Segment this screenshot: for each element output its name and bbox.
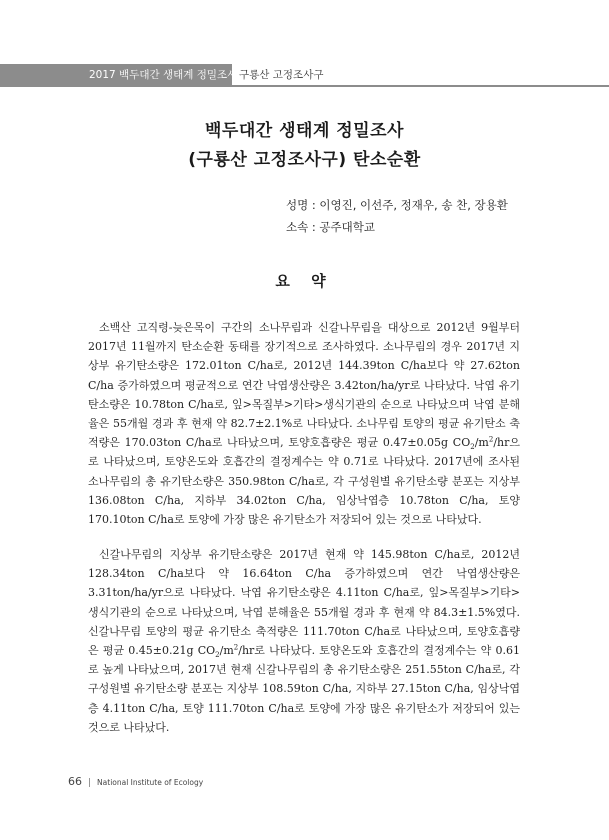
- authors-line: 성명 : 이영진, 이선주, 정재우, 송 찬, 장용환: [286, 198, 508, 212]
- authors-label: 성명: [286, 198, 309, 212]
- p1-text-c: /hr으로 나타났으며, 토양온도와 호흡간의 결정계수는 약 0.71로 나타났다. 2017년에 조사된 소나무림의 총 유기탄소량은 350.98ton C/ha로, 각 구성원별 유기탄소량 분포는 지상부 136.08ton C/ha, 지하부 34.02ton C/ha, 임상낙엽층 10.78ton C/ha, 토양 170.10ton C/ha로 토양에 가장 많은 유기탄소가 저장되어 있는 것으로 나타났다.: [88, 436, 520, 527]
- page-footer: [68, 770, 203, 789]
- summary-paragraph-2: [88, 545, 520, 737]
- p2-subscript: 2: [215, 651, 220, 660]
- p2-text-b: /m: [219, 644, 234, 658]
- page-title-line1: 백두대간 생태계 정밀조사: [205, 121, 404, 141]
- running-header: [0, 64, 609, 87]
- p1-superscript: 2: [488, 435, 494, 444]
- page-title-line2: (구룡산 고정조사구) 탄소순환: [188, 150, 421, 170]
- p1-text-b: /m: [474, 436, 489, 450]
- page-number: 66: [68, 775, 82, 788]
- affiliation-label: 소속: [286, 220, 309, 234]
- header-rule: [232, 85, 609, 87]
- footer-separator: |: [88, 778, 92, 788]
- summary-heading: 요 약: [275, 272, 334, 290]
- p2-text-a: 신갈나무림의 지상부 유기탄소량은 2017년 현재 약 145.98ton C/ha로, 2012년 128.34ton C/ha보다 약 16.64ton C/ha 증가하였으며 연간 낙엽생산량은 3.31ton/ha/yr으로 나타났다. 낙엽 유기탄소량은 4.11ton C/ha로, 잎>목질부>기타>생식기관의 순으로 나타났으며, 낙엽 분해율은 55개월 경과 후 현재 약 84.3±1.5%였다. 신갈나무림 토양의 평균 유기탄소 축적량은 111.70ton C/ha로 나타났으며, 토양호흡량은 평균 0.45±0.21g CO: [88, 548, 520, 658]
- affiliation-line: 소속 : 공주대학교: [286, 220, 375, 234]
- p2-superscript: 2: [233, 643, 239, 652]
- p2-text-c: /hr로 나타났다. 토양온도와 호흡간의 결정계수는 약 0.61로 높게 나타났으며, 2017년 현재 신갈나무림의 총 유기탄소량은 251.55ton C/ha로, 각 구성원별 유기탄소량 분포는 지상부 108.59ton C/ha, 지하부 27.15ton C/ha, 임상낙엽층 4.11ton C/ha, 토양 111.70ton C/ha로 토양에 가장 많은 유기탄소가 저장되어 있는 것으로 나타났다.: [88, 644, 520, 734]
- header-section-title: 구룡산 고정조사구: [239, 69, 324, 81]
- header-journal-title: 2017 백두대간 생태계 정밀조사: [89, 69, 238, 81]
- footer-publisher: National Institute of Ecology: [97, 778, 204, 787]
- authors-names: 이영진, 이선주, 정재우, 송 찬, 장용환: [319, 198, 508, 212]
- p1-subscript: 2: [470, 443, 475, 452]
- header-tab: [0, 64, 238, 87]
- affiliation-value: 공주대학교: [319, 220, 375, 234]
- p1-text-a: 소백산 고직령-늦은목이 구간의 소나무림과 신갈나무림을 대상으로 2012년 9월부터 2017년 11월까지 탄소순환 동태를 장기적으로 조사하였다. 소나무림의 경우 2017년 지상부 유기탄소량은 172.01ton C/ha로, 2012년 144.39ton C/ha보다 약 27.62ton C/ha 증가하였으며 평균적으로 연간 낙엽생산량은 3.42ton/ha/yr로 나타났다. 낙엽 유기탄소량은 10.78ton C/ha로, 잎>목질부>기타>생식기관의 순으로 나타났으며 낙엽 분해율은 55개월 경과 후 현재 약 82.7±2.1%로 나타났다. 소나무림 토양의 평균 유기탄소 축적량은 170.03ton C/ha로 나타났으며, 토양호흡량은 평균 0.47±0.05g CO: [88, 321, 520, 450]
- summary-paragraph-1: [88, 318, 520, 529]
